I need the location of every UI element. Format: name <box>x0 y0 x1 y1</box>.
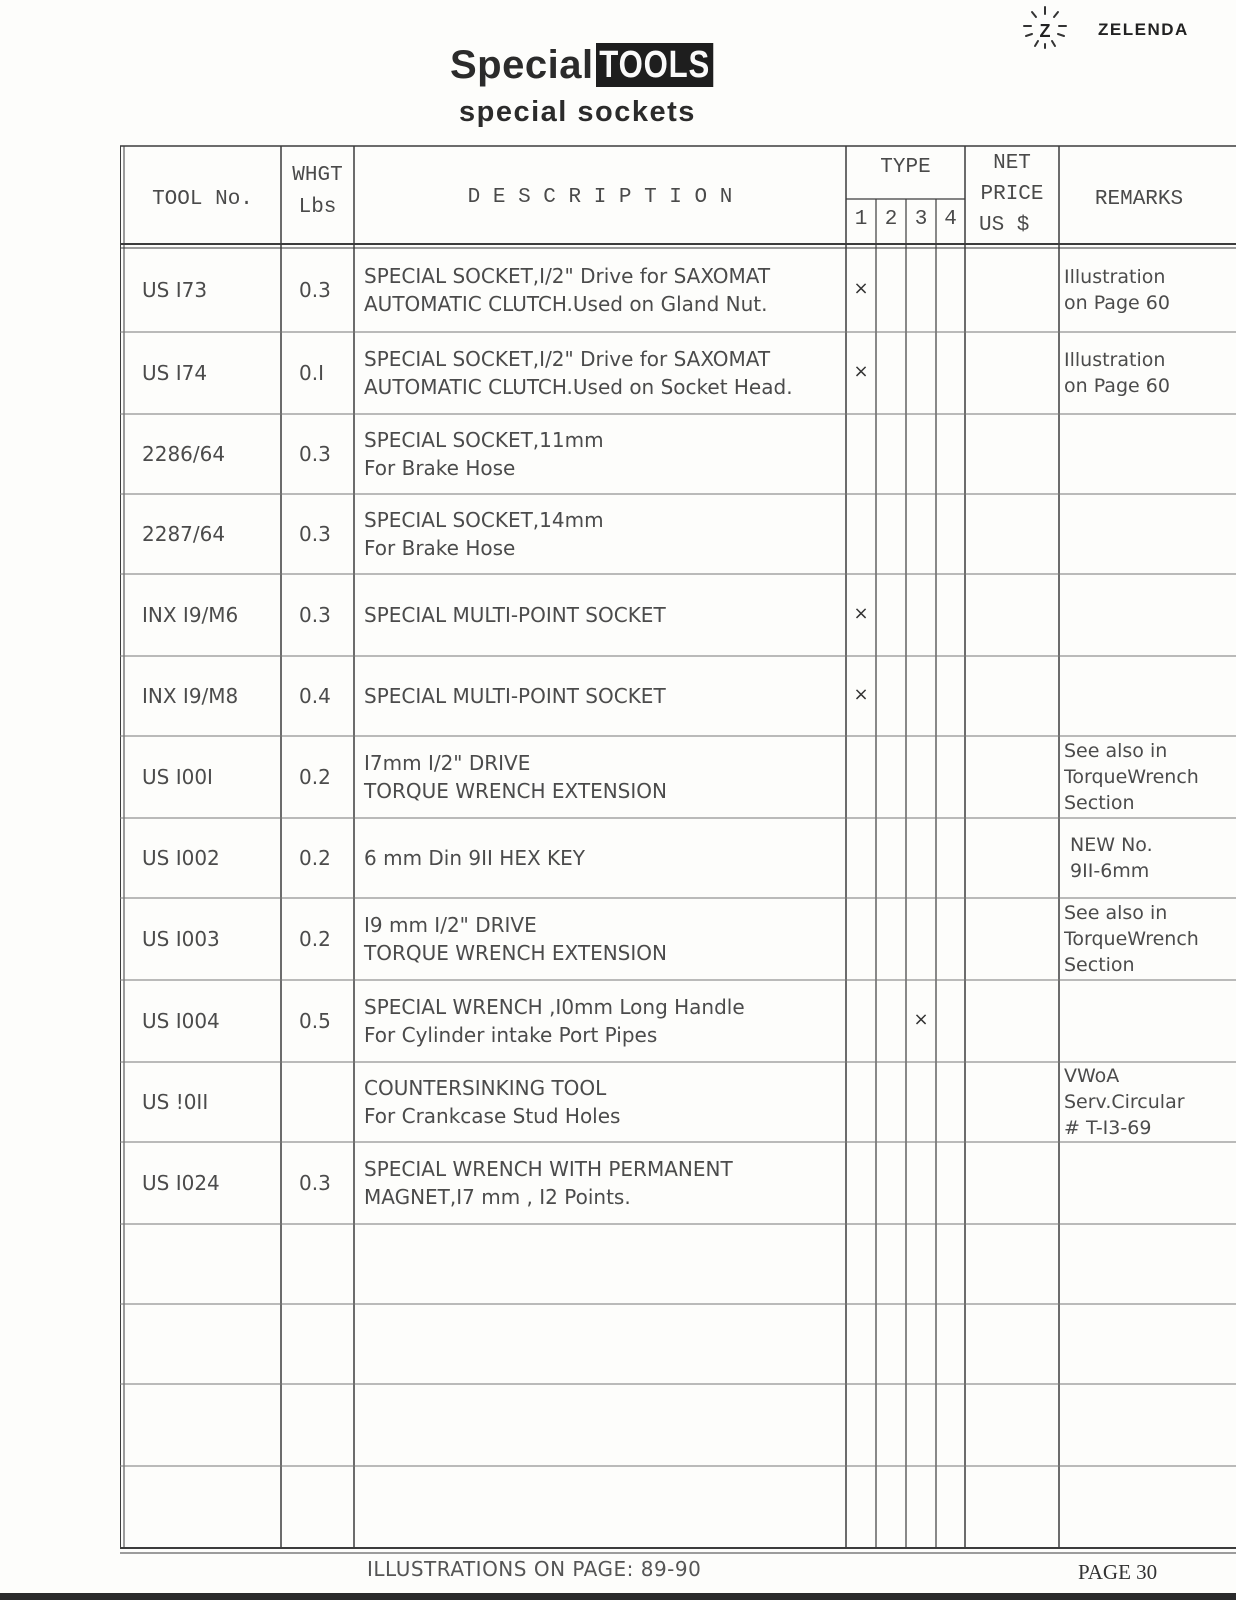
remarks <box>1064 898 1236 980</box>
header-description: D E S C R I P T I O N <box>467 186 733 209</box>
weight-value: 0.4 <box>299 684 331 708</box>
type-mark: × <box>853 361 869 382</box>
remark-line-2: TorqueWrench <box>1064 766 1199 788</box>
remark-line-1: See also in <box>1064 902 1168 924</box>
weight-value: 0.2 <box>299 927 331 951</box>
remark-line-3: # T-I3-69 <box>1064 1117 1152 1139</box>
tool-number: US !0II <box>142 1090 209 1114</box>
description-line-1: SPECIAL SOCKET,14mm <box>364 508 604 532</box>
illustrations-note: ILLUSTRATIONS ON PAGE: 89-90 <box>367 1557 702 1581</box>
remark-line-1: NEW No. <box>1064 834 1153 856</box>
description-line-1: SPECIAL MULTI-POINT SOCKET <box>364 684 666 708</box>
weight-value: 0.3 <box>299 522 331 546</box>
page-title <box>450 42 739 88</box>
tool-number: 2286/64 <box>142 442 226 466</box>
remark-line-3: Section <box>1064 954 1135 976</box>
header-type-1: 1 <box>854 208 868 231</box>
remark-line-2: on Page 60 <box>1064 292 1170 314</box>
description <box>364 1142 844 1224</box>
description-line-2: For Crankcase Stud Holes <box>364 1104 621 1128</box>
page-edge-bar <box>0 1593 1236 1600</box>
description <box>364 248 844 332</box>
header-type-4: 4 <box>944 208 957 231</box>
description-line-1: SPECIAL SOCKET,I/2" Drive for SAXOMAT <box>364 264 771 288</box>
remark-line-3: Section <box>1064 792 1135 814</box>
header-type: TYPE <box>880 156 931 179</box>
description <box>364 332 844 414</box>
description-line-2: AUTOMATIC CLUTCH.Used on Socket Head. <box>364 375 793 399</box>
description-line-2: MAGNET,I7 mm , I2 Points. <box>364 1185 631 1209</box>
description-line-1: SPECIAL WRENCH ,I0mm Long Handle <box>364 995 745 1019</box>
remark-line-1: See also in <box>1064 740 1168 762</box>
description-line-1: I9 mm I/2" DRIVE <box>364 913 537 937</box>
description-line-1: SPECIAL SOCKET,I/2" Drive for SAXOMAT <box>364 347 771 371</box>
logo-letter: Z <box>1039 21 1051 41</box>
type-mark: × <box>853 684 869 705</box>
remark-line-2: 9II-6mm <box>1064 860 1150 882</box>
remarks <box>1064 818 1236 898</box>
header-price-line1: NET <box>993 152 1031 175</box>
title-tools: TOOLS <box>596 43 713 87</box>
tool-number: US I024 <box>142 1171 220 1195</box>
weight-value: 0.3 <box>299 442 331 466</box>
weight-value: 0.3 <box>299 278 331 302</box>
description <box>364 818 844 898</box>
tool-number: US I002 <box>142 846 220 870</box>
description <box>364 980 844 1062</box>
weight-value <box>299 1062 354 1142</box>
header-price-line2: PRICE <box>980 183 1044 206</box>
header-price-line3: US $ <box>979 214 1030 237</box>
remarks <box>1064 1062 1236 1142</box>
tool-number: INX I9/M8 <box>142 684 239 708</box>
description-line-2: For Brake Hose <box>364 456 516 480</box>
description-line-2: AUTOMATIC CLUTCH.Used on Gland Nut. <box>364 292 768 316</box>
tool-number: US I003 <box>142 927 220 951</box>
header-weight-line2: Lbs <box>298 196 337 219</box>
header-tool-no: TOOL No. <box>152 188 253 211</box>
header-weight-line1: WHGT <box>292 164 343 187</box>
remarks <box>1064 414 1236 494</box>
page-number: PAGE 30 <box>1078 1560 1158 1584</box>
type-mark: × <box>853 278 869 299</box>
remark-line-2: Serv.Circular <box>1064 1091 1185 1113</box>
type-mark: × <box>853 603 869 624</box>
zelenda-logo <box>1020 4 1070 52</box>
description <box>364 656 844 736</box>
page-subtitle: special sockets <box>459 96 696 128</box>
remark-line-2: TorqueWrench <box>1064 928 1199 950</box>
type-mark: × <box>913 1009 929 1030</box>
description-line-1: 6 mm Din 9II HEX KEY <box>364 846 585 870</box>
remarks <box>1064 248 1236 332</box>
header-weight <box>281 160 354 224</box>
remarks <box>1064 494 1236 574</box>
description-line-1: SPECIAL WRENCH WITH PERMANENT <box>364 1157 733 1181</box>
remarks <box>1064 980 1236 1062</box>
remarks <box>1064 736 1236 818</box>
remarks <box>1064 1142 1236 1224</box>
description-line-2: TORQUE WRENCH EXTENSION <box>364 779 667 803</box>
description-line-1: SPECIAL SOCKET,11mm <box>364 428 604 452</box>
remarks <box>1064 656 1236 736</box>
weight-value: 0.I <box>299 361 324 385</box>
description-line-2: For Brake Hose <box>364 536 516 560</box>
header-type-2: 2 <box>884 208 898 231</box>
tool-number: US I00I <box>142 765 213 789</box>
weight-value: 0.2 <box>299 846 331 870</box>
description <box>364 736 844 818</box>
description <box>364 1062 844 1142</box>
description-line-1: COUNTERSINKING TOOL <box>364 1076 607 1100</box>
tool-number: INX I9/M6 <box>142 603 239 627</box>
weight-value: 0.2 <box>299 765 331 789</box>
description-line-2: For Cylinder intake Port Pipes <box>364 1023 658 1047</box>
remarks <box>1064 574 1236 656</box>
weight-value: 0.5 <box>299 1009 331 1033</box>
description-line-2: TORQUE WRENCH EXTENSION <box>364 941 667 965</box>
tool-number: US I73 <box>142 278 208 302</box>
tools-table <box>120 144 1236 1556</box>
weight-value: 0.3 <box>299 603 331 627</box>
tool-number: US I004 <box>142 1009 220 1033</box>
description <box>364 414 844 494</box>
remark-line-1: Illustration <box>1064 266 1166 288</box>
description-line-1: I7mm I/2" DRIVE <box>364 751 531 775</box>
tool-number: 2287/64 <box>142 522 226 546</box>
tool-number: US I74 <box>142 361 208 385</box>
description <box>364 898 844 980</box>
weight-value: 0.3 <box>299 1171 331 1195</box>
title-special: Special <box>450 42 594 87</box>
remark-line-1: Illustration <box>1064 349 1166 371</box>
header-net-price <box>965 148 1059 241</box>
remarks <box>1064 332 1236 414</box>
description-line-1: SPECIAL MULTI-POINT SOCKET <box>364 603 666 627</box>
header-remarks: REMARKS <box>1094 188 1184 211</box>
remark-line-1: VWoA <box>1064 1065 1120 1087</box>
header-type-3: 3 <box>914 208 928 231</box>
brand-name: ZELENDA <box>1098 20 1189 39</box>
description <box>364 494 844 574</box>
remark-line-2: on Page 60 <box>1064 375 1170 397</box>
description <box>364 574 844 656</box>
